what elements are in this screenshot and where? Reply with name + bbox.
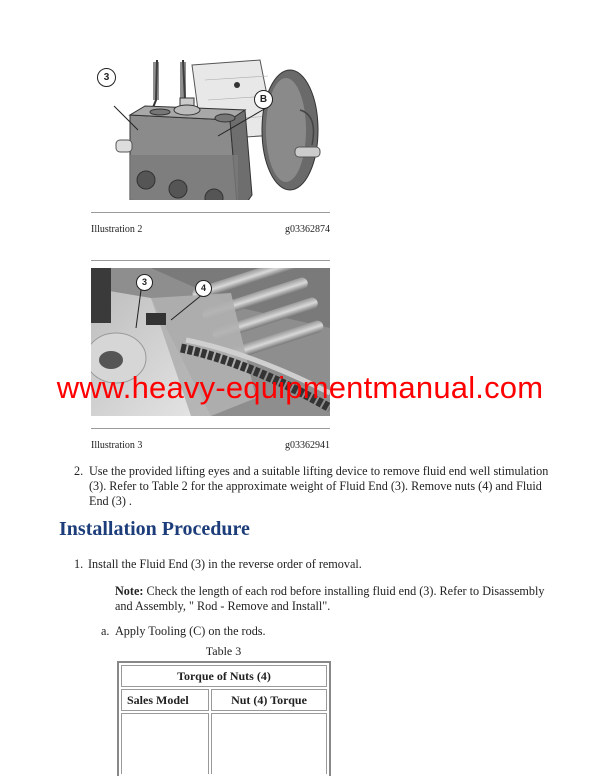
note-line: Check the length of each rod before installing fluid end (3). Refer to Disassembly [143,584,545,598]
note-label: Note: [115,584,144,598]
illustration-2-caption [91,224,330,235]
step-line: (3). Refer to Table 2 for the approximate weight of Fluid End (3). Remove nuts (4) and Fluid [89,479,542,493]
step-line: Use the provided lifting eyes and a suitable lifting device to remove fluid end well stimulation [89,464,549,478]
watermark-url: www.heavy-equipmentmanual.com [56,370,544,405]
table-caption: Table 3 [205,644,242,658]
step-line: End (3) . [89,494,132,508]
caption-id: g03362874 [285,224,330,235]
callout-3-label: 3 [103,72,110,83]
table-cell [121,713,209,774]
illustration-3-caption [91,440,330,451]
note-block [115,584,585,614]
callout-3 [97,68,116,87]
callout-4 [195,280,212,297]
table-title: Torque of Nuts (4) [121,665,327,687]
caption-id: g03362941 [285,440,330,451]
torque-table [117,661,331,776]
table-cell [211,713,327,774]
divider [91,212,330,213]
substep-a: Apply Tooling (C) on the rods. [115,624,266,638]
install-step-number: 1. [74,557,84,571]
column-header-sales-model: Sales Model [121,689,209,711]
removal-step-number: 2. [74,464,84,478]
callout-4-label: 4 [200,283,206,293]
divider [91,428,330,429]
caption-label: Illustration 2 [91,224,143,235]
table-row [121,713,327,774]
callout-3-label: 3 [141,277,147,287]
removal-step-2 [89,464,589,509]
column-header-nut-torque: Nut (4) Torque [211,689,327,711]
section-heading: Installation Procedure [59,518,250,540]
callout-b-label: B [259,94,268,105]
callout-b [254,90,273,109]
install-step-1: Install the Fluid End (3) in the reverse order of removal. [88,557,362,571]
callout-3 [136,274,153,291]
illustration-2-image [90,20,330,200]
note-line: and Assembly, " Rod - Remove and Install". [115,599,331,613]
caption-label: Illustration 3 [91,440,143,451]
divider [91,260,330,261]
substep-letter: a. [101,624,110,638]
